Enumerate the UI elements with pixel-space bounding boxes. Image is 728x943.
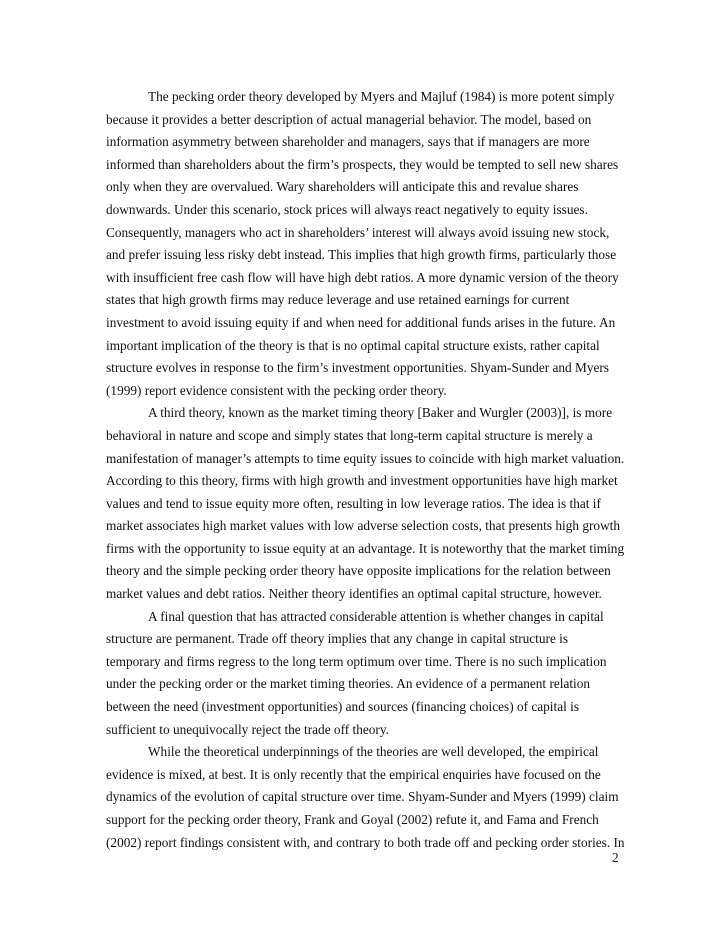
paragraph-line: (2002) report findings consistent with, and contrary to both trade off and pecking order stories. In xyxy=(106,834,625,850)
paragraph-line: According to this theory, firms with high growth and investment opportunities have high market xyxy=(106,473,618,489)
paragraph-line: temporary and firms regress to the long term optimum over time. There is no such implication xyxy=(106,653,607,669)
paragraph-line: because it provides a better description of actual managerial behavior. The model, based on xyxy=(106,111,592,127)
paragraph-line: Consequently, managers who act in shareholders’ interest will always avoid issuing new stock, xyxy=(106,224,610,240)
paragraph-first-line: While the theoretical underpinnings of the theories are well developed, the empirical xyxy=(148,744,599,760)
paragraph-line: structure are permanent. Trade off theory implies that any change in capital structure is xyxy=(106,631,569,647)
paragraph-line: informed than shareholders about the firm’s prospects, they would be tempted to sell new shares xyxy=(106,156,619,172)
paragraph-line: dynamics of the evolution of capital structure over time. Shyam-Sunder and Myers (1999) claim xyxy=(106,789,619,805)
paragraph-line: states that high growth firms may reduce leverage and use retained earnings for current xyxy=(106,292,570,308)
page-number: 2 xyxy=(612,850,619,865)
paragraph-line: firms with the opportunity to issue equity at an advantage. It is noteworthy that the market timing xyxy=(106,540,625,556)
paragraph-line: theory and the simple pecking order theory have opposite implications for the relation between xyxy=(106,563,611,579)
paragraph-line: important implication of the theory is that is no optimal capital structure exists, rather capital xyxy=(106,337,600,353)
paragraph-line: support for the pecking order theory, Frank and Goyal (2002) refute it, and Fama and French xyxy=(106,812,599,827)
paragraph-line: market associates high market values with low adverse selection costs, that presents high growth xyxy=(106,518,621,534)
paragraph-line: investment to avoid issuing equity if and when need for additional funds arises in the future. An xyxy=(106,314,616,330)
paragraph-line: behavioral in nature and scope and simply states that long-term capital structure is merely a xyxy=(106,427,593,443)
paragraph-first-line: A final question that has attracted considerable attention is whether changes in capital xyxy=(148,608,604,624)
paragraph-line: information asymmetry between shareholder and managers, says that if managers are more xyxy=(106,134,590,150)
paragraph-line: under the pecking order or the market timing theories. An evidence of a permanent relation xyxy=(106,676,591,692)
paragraph-first-line: A third theory, known as the market timing theory [Baker and Wurgler (2003)], is more xyxy=(148,405,613,421)
paragraph-first-line: The pecking order theory developed by Myers and Majluf (1984) is more potent simply xyxy=(148,89,615,104)
paragraph-line: manifestation of manager’s attempts to time equity issues to coincide with high market valuation. xyxy=(106,450,625,466)
paragraph-line: and prefer issuing less risky debt instead. This implies that high growth firms, particularly those xyxy=(106,247,617,263)
paragraph-line: values and tend to issue equity more often, resulting in low leverage ratios. The idea is that if xyxy=(106,495,601,511)
paragraph-line: (1999) report evidence consistent with the pecking order theory. xyxy=(106,382,447,398)
body-text xyxy=(106,86,626,854)
paragraph-line: downwards. Under this scenario, stock prices will always react negatively to equity issues. xyxy=(106,201,588,217)
paragraph-line: market values and debt ratios. Neither theory identifies an optimal capital structure, however. xyxy=(106,586,602,602)
paragraph-line: with insufficient free cash flow will have high debt ratios. A more dynamic version of the theory xyxy=(106,269,619,285)
paragraph-line: only when they are overvalued. Wary shareholders will anticipate this and revalue shares xyxy=(106,179,579,195)
paragraph-line: structure evolves in response to the firm’s investment opportunities. Shyam-Sunder and Myers xyxy=(106,360,609,376)
paragraph-line: evidence is mixed, at best. It is only recently that the empirical enquiries have focused on the xyxy=(106,766,601,782)
paragraph-line: between the need (investment opportunities) and sources (financing choices) of capital is xyxy=(106,699,579,715)
paragraph-line: sufficient to unequivocally reject the trade off theory. xyxy=(106,721,389,737)
